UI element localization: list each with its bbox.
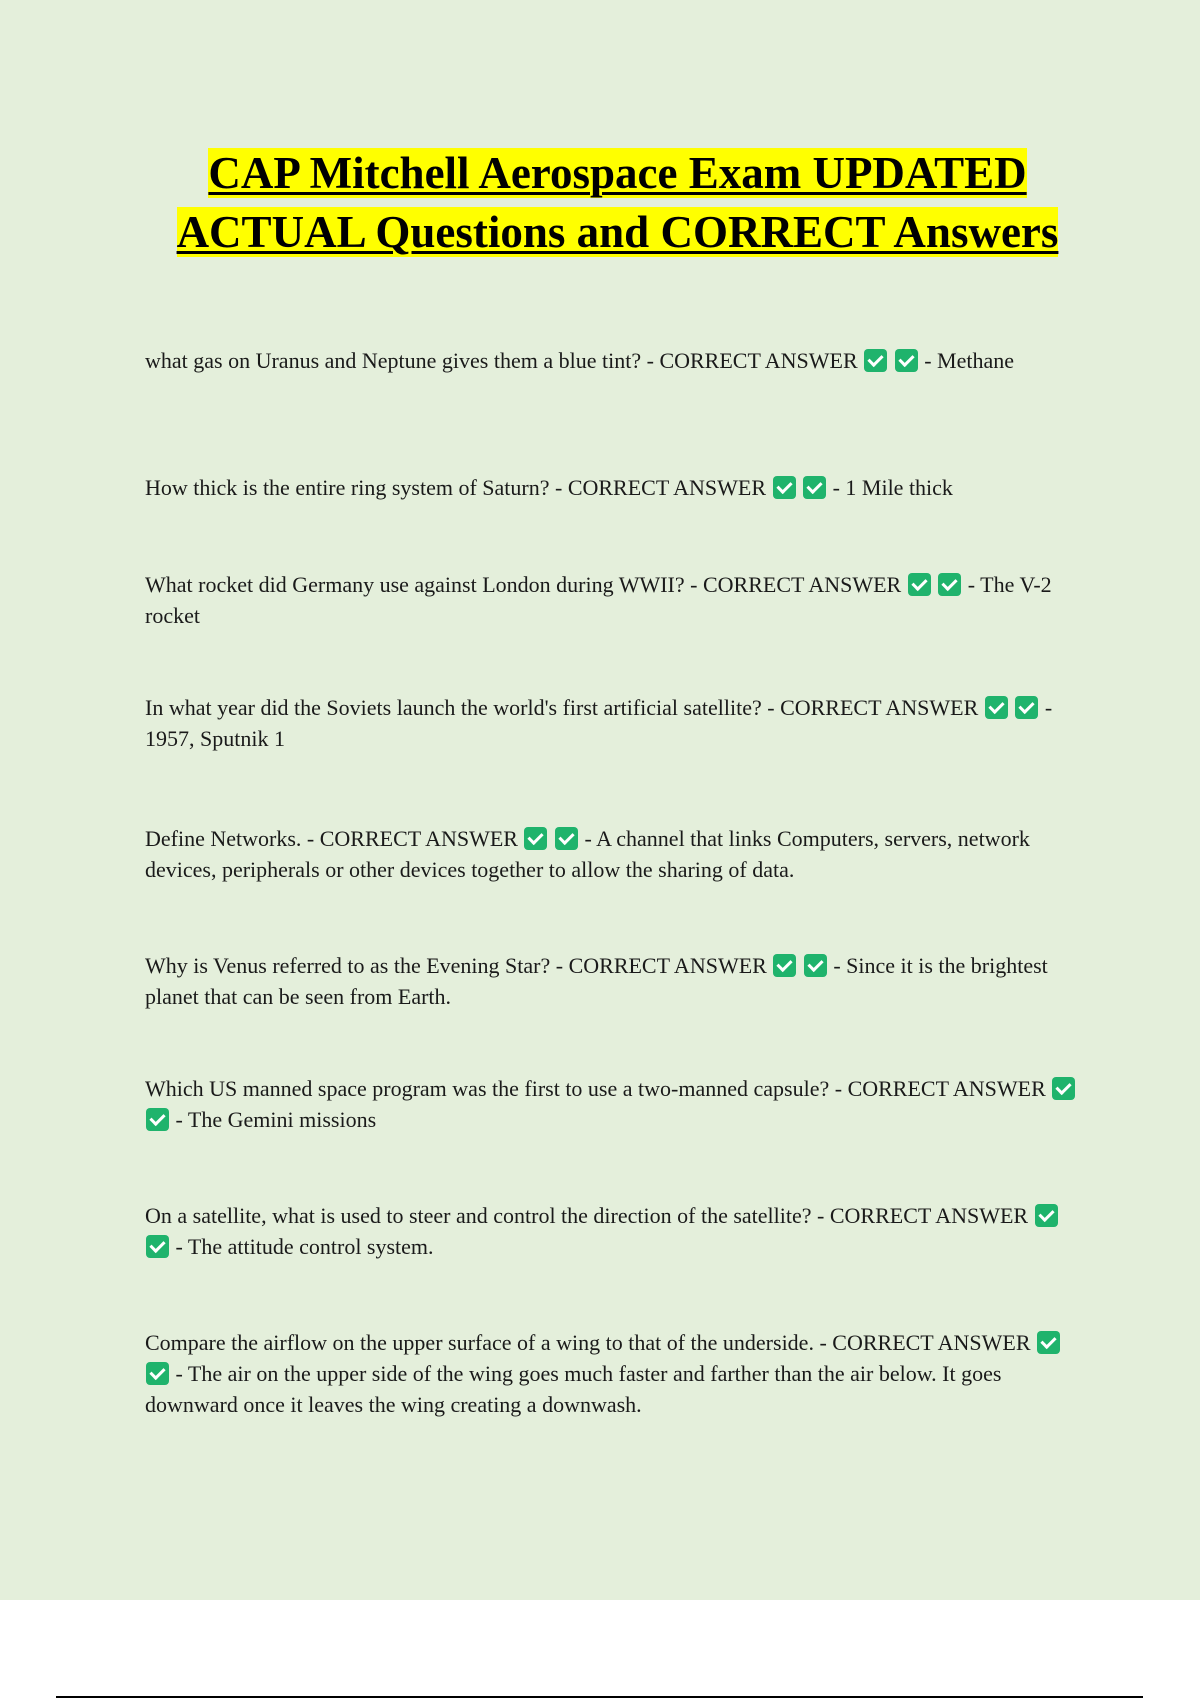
answer-text: - 1 Mile thick — [832, 475, 953, 500]
question-text: In what year did the Soviets launch the world's first artificial satellite? — [145, 695, 762, 720]
answer-text: - 1957, Sputnik 1 — [145, 695, 1053, 751]
answer-label: CORRECT ANSWER — [780, 695, 979, 720]
answer-label: CORRECT ANSWER — [568, 953, 767, 978]
green-check-box-icon — [1037, 1331, 1060, 1354]
qa-item — [145, 692, 1085, 754]
green-check-box-icon — [803, 476, 826, 499]
green-check-box-icon — [773, 476, 796, 499]
green-check-box-icon — [555, 827, 578, 850]
separator: - — [811, 1203, 830, 1228]
green-check-box-icon — [1035, 1204, 1058, 1227]
question-text: Define Networks. — [145, 826, 302, 851]
question-text: what gas on Uranus and Neptune gives them a blue tint? — [145, 348, 642, 373]
separator: - — [549, 475, 568, 500]
title-block — [145, 144, 1090, 262]
answer-label: CORRECT ANSWER — [832, 1330, 1031, 1355]
answer-text: - The air on the upper side of the wing goes much faster and farther than the air below. It goes downward once it leaves the wing creating a downwash. — [145, 1361, 1002, 1417]
qa-item — [145, 1073, 1085, 1135]
green-check-box-icon — [524, 827, 547, 850]
footer-divider — [56, 1696, 1143, 1698]
question-text: How thick is the entire ring system of Saturn? — [145, 475, 550, 500]
question-text: On a satellite, what is used to steer and control the direction of the satellite? — [145, 1203, 812, 1228]
qa-item — [145, 1200, 1085, 1262]
green-check-box-icon — [938, 573, 961, 596]
document-title: CAP Mitchell Aerospace Exam UPDATED ACTUAL Questions and CORRECT Answers — [176, 148, 1059, 257]
separator: - — [813, 1330, 833, 1355]
separator: - — [684, 572, 703, 597]
green-check-box-icon — [146, 1235, 169, 1258]
qa-item — [145, 569, 1085, 631]
answer-label: CORRECT ANSWER — [702, 572, 902, 597]
answer-label: CORRECT ANSWER — [829, 1203, 1029, 1228]
green-check-box-icon — [1015, 696, 1038, 719]
answer-text: - Since it is the brightest planet that can be seen from Earth. — [145, 953, 1048, 1009]
answer-label: CORRECT ANSWER — [847, 1076, 1046, 1101]
separator: - — [301, 826, 320, 851]
separator: - — [641, 348, 660, 373]
question-text: Which US manned space program was the first to use a two-manned capsule? — [145, 1076, 830, 1101]
question-text: What rocket did Germany use against London during WWII? — [145, 572, 685, 597]
answer-text: - The V-2 rocket — [145, 572, 1052, 628]
green-check-box-icon — [773, 954, 796, 977]
qa-item — [145, 823, 1085, 885]
answer-label: CORRECT ANSWER — [567, 475, 767, 500]
question-text: Why is Venus referred to as the Evening Star? — [145, 953, 551, 978]
qa-item — [145, 472, 1085, 503]
qa-item — [145, 345, 1085, 376]
qa-item — [145, 1327, 1085, 1420]
answer-label: CORRECT ANSWER — [319, 826, 518, 851]
answer-text: - The attitude control system. — [175, 1234, 434, 1259]
green-check-box-icon — [864, 349, 887, 372]
answer-text: - A channel that links Computers, servers, network devices, peripherals or other devices together to allow the sharing of data. — [145, 826, 1030, 882]
answer-label: CORRECT ANSWER — [659, 348, 858, 373]
green-check-box-icon — [1052, 1077, 1075, 1100]
question-text: Compare the airflow on the upper surface of a wing to that of the underside. — [145, 1330, 814, 1355]
green-check-box-icon — [146, 1362, 169, 1385]
answer-text: - Methane — [924, 348, 1014, 373]
separator: - — [829, 1076, 848, 1101]
separator: - — [550, 953, 569, 978]
qa-item — [145, 950, 1085, 1012]
green-check-box-icon — [146, 1108, 169, 1131]
green-check-box-icon — [908, 573, 931, 596]
green-check-box-icon — [895, 349, 918, 372]
green-check-box-icon — [985, 696, 1008, 719]
answer-text: - The Gemini missions — [175, 1107, 377, 1132]
green-check-box-icon — [804, 954, 827, 977]
separator: - — [761, 695, 781, 720]
